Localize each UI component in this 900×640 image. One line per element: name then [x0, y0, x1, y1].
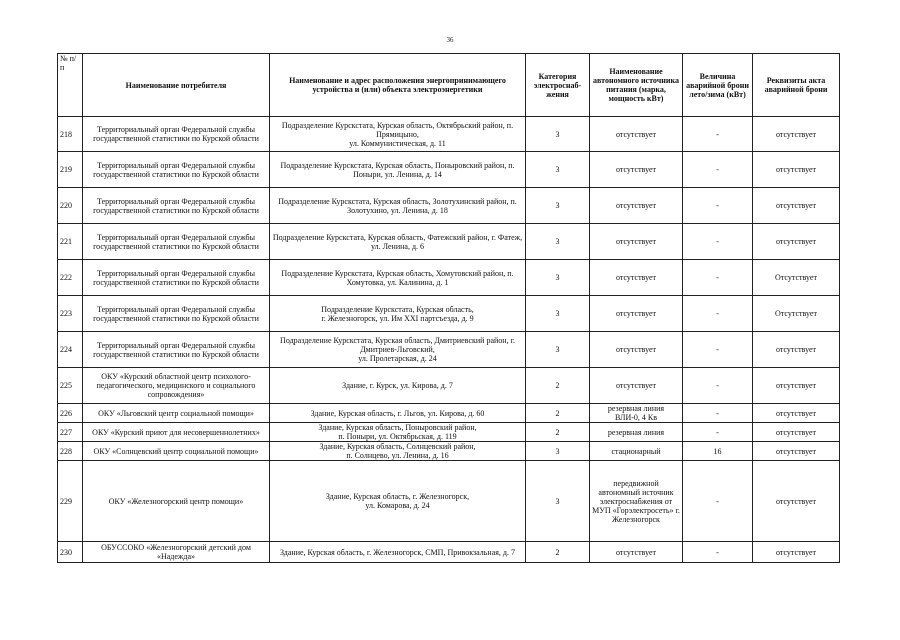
cell-category: 2	[526, 423, 590, 442]
cell-consumer: Территориальный орган Федеральной службы государственной статистики по Курской области	[83, 332, 270, 368]
cell-source: резервная линия	[590, 423, 683, 442]
table-row	[58, 442, 840, 461]
cell-source: отсутствует	[590, 260, 683, 296]
cell-details: Отсутствует	[753, 260, 840, 296]
cell-num: 218	[58, 117, 83, 152]
cell-consumer: Территориальный орган Федеральной службы государственной статистики по Курской области	[83, 117, 270, 152]
cell-source: отсутствует	[590, 224, 683, 260]
table-row	[58, 296, 840, 332]
table-row	[58, 404, 840, 423]
cell-category: 3	[526, 117, 590, 152]
table-body	[58, 117, 840, 563]
cell-details: отсутствует	[753, 152, 840, 188]
cell-num: 221	[58, 224, 83, 260]
cell-address: Подразделение Курскстата, Курская область, Поныровский район, п. Поныри, ул. Ленина, д. 14	[270, 152, 526, 188]
table-row	[58, 461, 840, 542]
consumers-table	[57, 53, 840, 563]
table-row	[58, 368, 840, 404]
cell-category: 3	[526, 260, 590, 296]
cell-category: 3	[526, 296, 590, 332]
cell-num: 222	[58, 260, 83, 296]
table-row	[58, 260, 840, 296]
cell-address: Подразделение Курскстата, Курская область, Дмитриевский район, г. Дмитриев-Льговский, ул. Пролетарская, д. 24	[270, 332, 526, 368]
cell-emergency: -	[683, 542, 753, 563]
cell-address: Подразделение Курскстата, Курская область, Октябрьский район, п. Прямицыно, ул. Коммунистическая, д. 11	[270, 117, 526, 152]
cell-emergency: -	[683, 152, 753, 188]
cell-emergency: -	[683, 117, 753, 152]
cell-details: отсутствует	[753, 442, 840, 461]
cell-details: отсутствует	[753, 117, 840, 152]
cell-source: отсутствует	[590, 188, 683, 224]
cell-address: Здание, г. Курск, ул. Кирова, д. 7	[270, 368, 526, 404]
cell-emergency: -	[683, 260, 753, 296]
cell-num: 223	[58, 296, 83, 332]
table-row	[58, 224, 840, 260]
cell-category: 3	[526, 188, 590, 224]
cell-details: отсутствует	[753, 542, 840, 563]
header-address: Наименование и адрес расположения энергопринимающего устройства и (или) объекта электроэнергетики	[270, 54, 526, 117]
cell-category: 3	[526, 152, 590, 188]
header-source: Наименование автономного источника питания (марка, мощность кВт)	[590, 54, 683, 117]
cell-details: отсутствует	[753, 188, 840, 224]
cell-address: Подразделение Курскстата, Курская область, Хомутовский район, п. Хомутовка, ул. Калинина, д. 1	[270, 260, 526, 296]
cell-address: Подразделение Курскстата, Курская область, Золотухинский район, п. Золотухино, ул. Ленина, д. 18	[270, 188, 526, 224]
cell-num: 220	[58, 188, 83, 224]
cell-emergency: -	[683, 224, 753, 260]
cell-category: 3	[526, 332, 590, 368]
cell-source: резервная линия ВЛИ-0, 4 Кв	[590, 404, 683, 423]
cell-consumer: Территориальный орган Федеральной службы государственной статистики по Курской области	[83, 224, 270, 260]
cell-consumer: Территориальный орган Федеральной службы государственной статистики по Курской области	[83, 296, 270, 332]
cell-details: отсутствует	[753, 368, 840, 404]
cell-details: отсутствует	[753, 404, 840, 423]
cell-consumer: Территориальный орган Федеральной службы государственной статистики по Курской области	[83, 260, 270, 296]
cell-source: передвижной автономный источник электроснабжения от МУП «Горэлектросеть» г. Железногорск	[590, 461, 683, 542]
cell-num: 224	[58, 332, 83, 368]
cell-emergency: -	[683, 368, 753, 404]
cell-source: отсутствует	[590, 368, 683, 404]
cell-category: 2	[526, 404, 590, 423]
cell-emergency: -	[683, 296, 753, 332]
header-emergency: Величина аварийной брони лето/зима (кВт)	[683, 54, 753, 117]
cell-category: 3	[526, 442, 590, 461]
cell-details: отсутствует	[753, 423, 840, 442]
cell-source: отсутствует	[590, 152, 683, 188]
table-row	[58, 423, 840, 442]
table-row	[58, 152, 840, 188]
table-header	[58, 54, 840, 117]
cell-address: Здание, Курская область, г. Железногорск, ул. Комарова, д. 24	[270, 461, 526, 542]
header-category: Категория электроснаб-жения	[526, 54, 590, 117]
cell-num: 230	[58, 542, 83, 563]
cell-emergency: -	[683, 188, 753, 224]
header-num: № п/п	[58, 54, 83, 117]
cell-source: отсутствует	[590, 332, 683, 368]
cell-category: 2	[526, 542, 590, 563]
cell-emergency: -	[683, 332, 753, 368]
cell-source: отсутствует	[590, 296, 683, 332]
header-details: Реквизиты акта аварийной брони	[753, 54, 840, 117]
cell-details: Отсутствует	[753, 296, 840, 332]
cell-source: отсутствует	[590, 117, 683, 152]
table-row	[58, 332, 840, 368]
cell-emergency: 16	[683, 442, 753, 461]
table-row	[58, 542, 840, 563]
cell-category: 3	[526, 461, 590, 542]
cell-details: отсутствует	[753, 461, 840, 542]
cell-address: Подразделение Курскстата, Курская область, Фатежский район, г. Фатеж, ул. Ленина, д. 6	[270, 224, 526, 260]
cell-category: 2	[526, 368, 590, 404]
cell-address: Здание, Курская область, г. Льгов, ул. Кирова, д. 60	[270, 404, 526, 423]
cell-num: 227	[58, 423, 83, 442]
header-consumer: Наименование потребителя	[83, 54, 270, 117]
cell-consumer: Территориальный орган Федеральной службы государственной статистики по Курской области	[83, 188, 270, 224]
cell-num: 228	[58, 442, 83, 461]
cell-address: Подразделение Курскстата, Курская область, г. Железногорск, ул. Им XXI партсъезда, д. 9	[270, 296, 526, 332]
cell-consumer: ОКУ «Курский приют для несовершеннолетних»	[83, 423, 270, 442]
cell-consumer: ОКУ «Курский областной центр психолого-педагогического, медицинского и социального сопровождения»	[83, 368, 270, 404]
page-number: 36	[446, 36, 454, 44]
cell-num: 226	[58, 404, 83, 423]
consumers-table-container	[57, 53, 839, 563]
cell-consumer: ОКУ «Железногорский центр помощи»	[83, 461, 270, 542]
cell-address: Здание, Курская область, г. Железногорск, СМП, Привокзальная, д. 7	[270, 542, 526, 563]
cell-consumer: ОКУ «Солнцевский центр социальной помощи»	[83, 442, 270, 461]
cell-details: отсутствует	[753, 332, 840, 368]
cell-emergency: -	[683, 461, 753, 542]
cell-consumer: Территориальный орган Федеральной службы государственной статистики по Курской области	[83, 152, 270, 188]
cell-emergency: -	[683, 404, 753, 423]
table-row	[58, 188, 840, 224]
cell-emergency: -	[683, 423, 753, 442]
cell-num: 219	[58, 152, 83, 188]
cell-consumer: ОБУССОКО «Железногорский детский дом «Надежда»	[83, 542, 270, 563]
cell-source: стационарный	[590, 442, 683, 461]
cell-category: 3	[526, 224, 590, 260]
cell-num: 225	[58, 368, 83, 404]
cell-address: Здание, Курская область, Солнцевский район, п. Солнцево, ул. Ленина, д. 16	[270, 442, 526, 461]
cell-details: отсутствует	[753, 224, 840, 260]
table-row	[58, 117, 840, 152]
cell-source: отсутствует	[590, 542, 683, 563]
cell-num: 229	[58, 461, 83, 542]
cell-address: Здание, Курская область, Поныровский район, п. Поныри, ул. Октябрьская, д. 119	[270, 423, 526, 442]
cell-consumer: ОКУ «Льговский центр социальной помощи»	[83, 404, 270, 423]
